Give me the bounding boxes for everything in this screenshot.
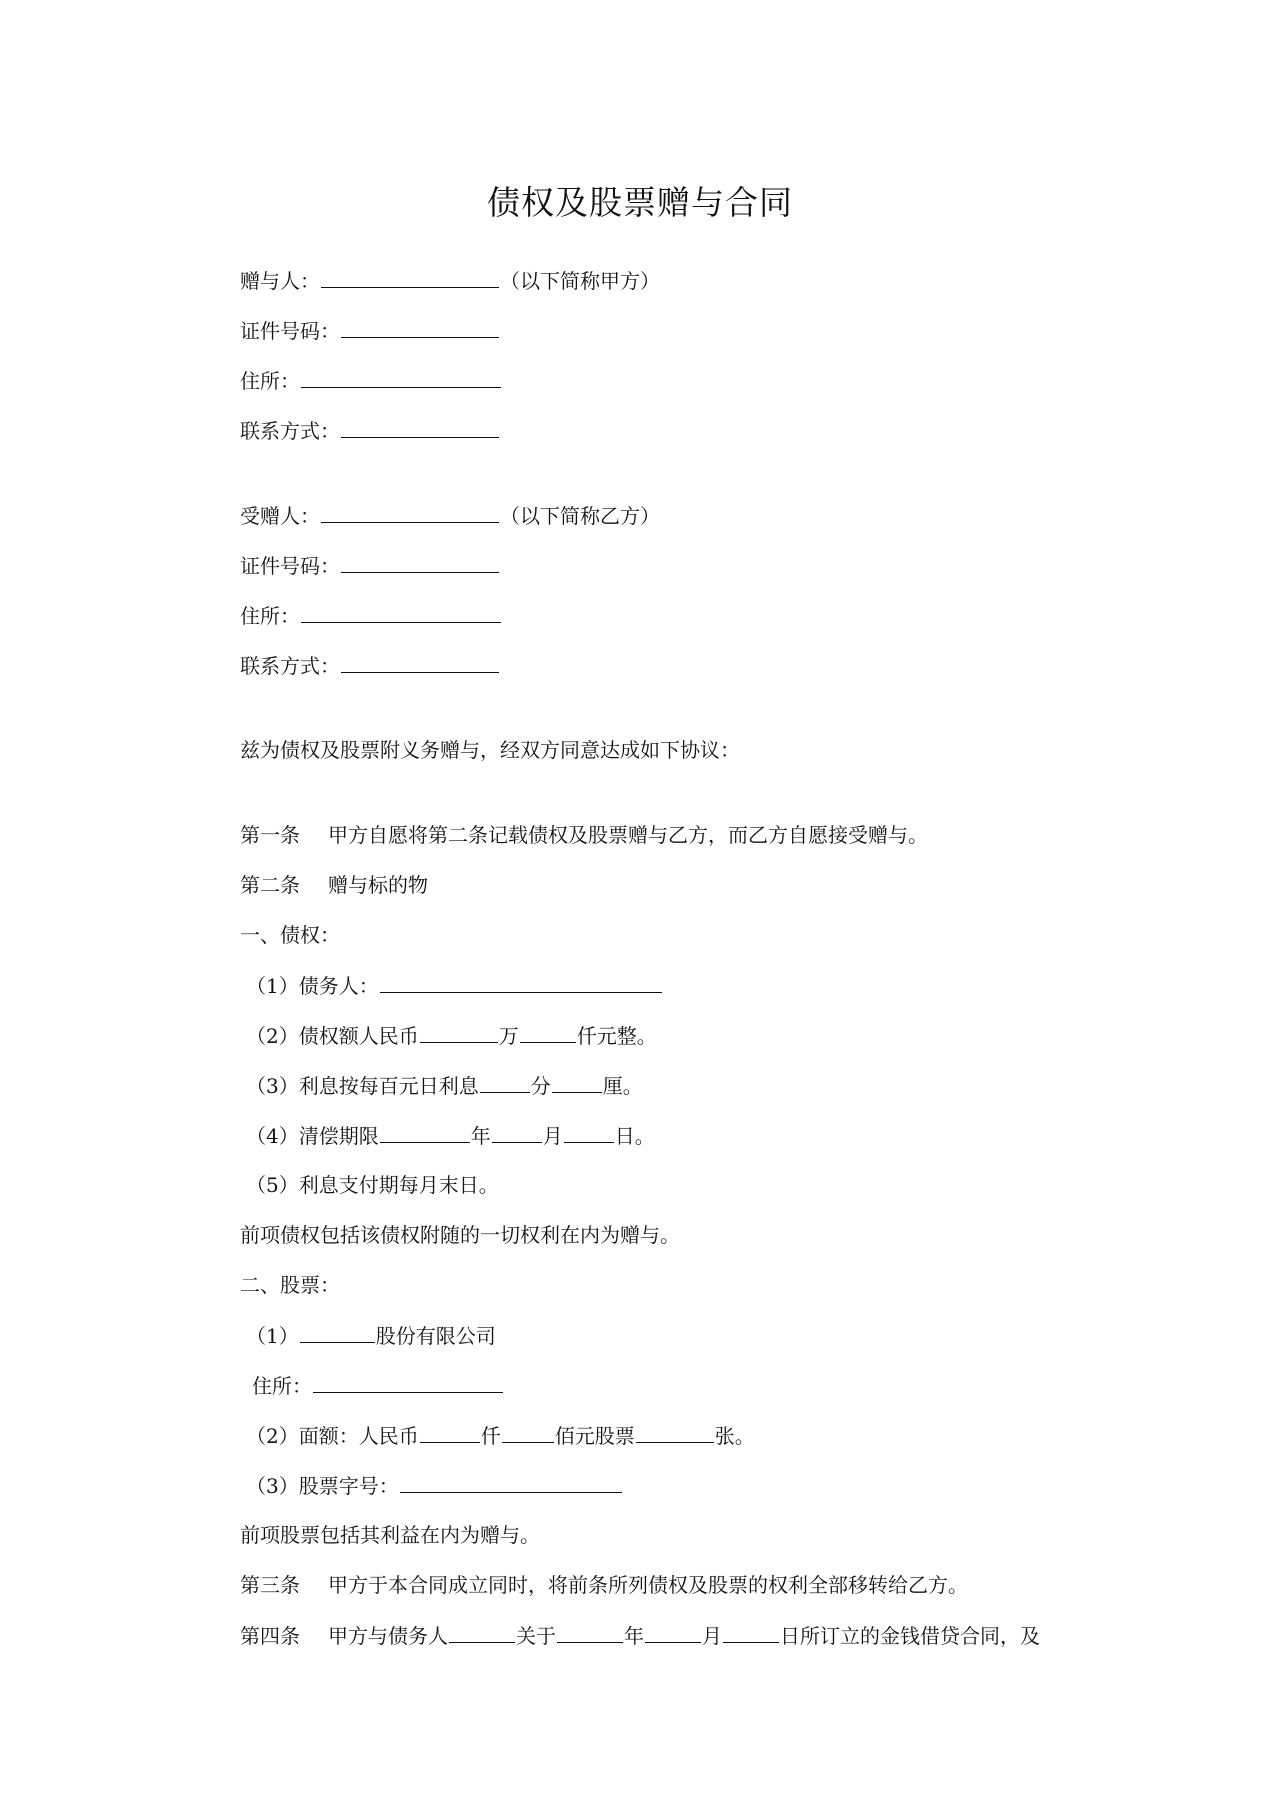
claims-item-2 [240, 1020, 657, 1050]
repayment-day-blank[interactable] [564, 1120, 614, 1143]
share-count-blank[interactable] [636, 1420, 714, 1443]
company-name-blank[interactable] [300, 1320, 375, 1343]
donor-name-blank[interactable] [321, 265, 499, 288]
donor-id-label: 证件号码： [240, 319, 340, 343]
company-prefix: （1） [246, 1324, 299, 1348]
stocks-item-3 [240, 1470, 623, 1500]
company-address-blank[interactable] [313, 1370, 503, 1393]
loan-year-blank[interactable] [557, 1620, 623, 1643]
claim-amount-label: （2）债权额人民币 [246, 1024, 419, 1048]
company-suffix: 股份有限公司 [375, 1324, 496, 1348]
article-1-text: 甲方自愿将第二条记载债权及股票赠与乙方，而乙方自愿接受赠与。 [328, 823, 928, 847]
claims-item-1 [240, 970, 663, 1000]
interest-fen-blank[interactable] [480, 1070, 530, 1093]
company-address-label: 住所： [252, 1374, 312, 1398]
claim-qian-label: 仟元整。 [576, 1024, 657, 1048]
company-address-line [252, 1370, 504, 1400]
face-bai-label: 佰元股票 [554, 1424, 635, 1448]
article-4-text-1: 甲方与债务人 [328, 1624, 448, 1648]
face-value-label: （2）面额：人民币 [246, 1424, 419, 1448]
article-3 [240, 1570, 968, 1600]
stock-number-blank[interactable] [400, 1470, 622, 1493]
article-4-text-5: 日所订立的金钱借贷合同，及 [780, 1624, 1040, 1648]
face-qian-label: 仟 [480, 1424, 501, 1448]
donee-address-blank[interactable] [301, 600, 501, 623]
donee-id-blank[interactable] [341, 550, 499, 573]
donor-id-line [240, 315, 500, 345]
interest-fen-label: 分 [530, 1074, 551, 1098]
document-title: 债权及股票赠与合同 [487, 183, 793, 222]
claim-wan-label: 万 [498, 1024, 519, 1048]
donor-address-blank[interactable] [301, 365, 501, 388]
donee-contact-label: 联系方式： [240, 654, 340, 678]
claims-item-4 [240, 1120, 655, 1150]
preamble: 兹为债权及股票附义务赠与，经双方同意达成如下协议： [240, 738, 740, 762]
debtor-blank[interactable] [380, 970, 662, 993]
article-3-text: 甲方于本合同成立同时，将前条所列债权及股票的权利全部移转给乙方。 [328, 1573, 968, 1597]
claims-item-5: （5）利息支付期每月末日。 [246, 1173, 499, 1197]
donee-id-label: 证件号码： [240, 554, 340, 578]
donor-contact-blank[interactable] [341, 415, 499, 438]
stocks-item-1 [240, 1320, 496, 1350]
article-4-text-4: 月 [702, 1624, 722, 1648]
repayment-year-blank[interactable] [380, 1120, 470, 1143]
donee-address-label: 住所： [240, 604, 300, 628]
claim-wan-blank[interactable] [420, 1020, 498, 1043]
article-3-number: 第三条 [240, 1573, 300, 1597]
donee-contact-blank[interactable] [341, 650, 499, 673]
stocks-heading: 二、股票： [240, 1273, 340, 1297]
donee-name-label: 受赠人： [240, 504, 320, 528]
article-2-text: 赠与标的物 [328, 873, 428, 897]
donee-name-blank[interactable] [321, 500, 499, 523]
face-qian-blank[interactable] [420, 1420, 480, 1443]
stocks-note: 前项股票包括其利益在内为赠与。 [240, 1523, 540, 1547]
repayment-day-label: 日。 [614, 1124, 655, 1148]
share-count-label: 张。 [714, 1424, 755, 1448]
donee-contact-line [240, 650, 500, 680]
article-4-text-2: 关于 [516, 1624, 556, 1648]
repayment-month-blank[interactable] [492, 1120, 542, 1143]
donee-name-note: （以下简称乙方） [500, 504, 660, 528]
article-1-number: 第一条 [240, 823, 300, 847]
donor-contact-label: 联系方式： [240, 419, 340, 443]
repayment-month-label: 月 [542, 1124, 563, 1148]
article-2 [240, 870, 428, 900]
donee-name-line [240, 500, 660, 530]
debtor-name-blank[interactable] [449, 1620, 515, 1643]
donor-name-line [240, 265, 660, 295]
claims-heading: 一、债权： [240, 923, 340, 947]
stock-number-label: （3）股票字号： [246, 1474, 399, 1498]
article-4 [240, 1620, 1040, 1650]
donor-name-note: （以下简称甲方） [500, 269, 660, 293]
donor-address-line [240, 365, 502, 395]
donor-contact-line [240, 415, 500, 445]
claims-item-3 [240, 1070, 643, 1100]
donor-address-label: 住所： [240, 369, 300, 393]
loan-day-blank[interactable] [723, 1620, 779, 1643]
claims-note: 前项债权包括该债权附随的一切权利在内为赠与。 [240, 1223, 680, 1247]
article-4-number: 第四条 [240, 1624, 300, 1648]
donor-id-blank[interactable] [341, 315, 499, 338]
debtor-label: （1）债务人： [246, 974, 379, 998]
claim-qian-blank[interactable] [520, 1020, 576, 1043]
loan-month-blank[interactable] [645, 1620, 701, 1643]
donee-address-line [240, 600, 502, 630]
face-bai-blank[interactable] [502, 1420, 554, 1443]
interest-li-label: 厘。 [602, 1074, 643, 1098]
interest-li-blank[interactable] [552, 1070, 602, 1093]
donee-id-line [240, 550, 500, 580]
donor-name-label: 赠与人： [240, 269, 320, 293]
interest-label: （3）利息按每百元日利息 [246, 1074, 479, 1098]
article-1 [240, 820, 928, 850]
repayment-label: （4）清偿期限 [246, 1124, 379, 1148]
article-4-text-3: 年 [624, 1624, 644, 1648]
article-2-number: 第二条 [240, 873, 300, 897]
stocks-item-2 [240, 1420, 755, 1450]
repayment-year-label: 年 [470, 1124, 491, 1148]
